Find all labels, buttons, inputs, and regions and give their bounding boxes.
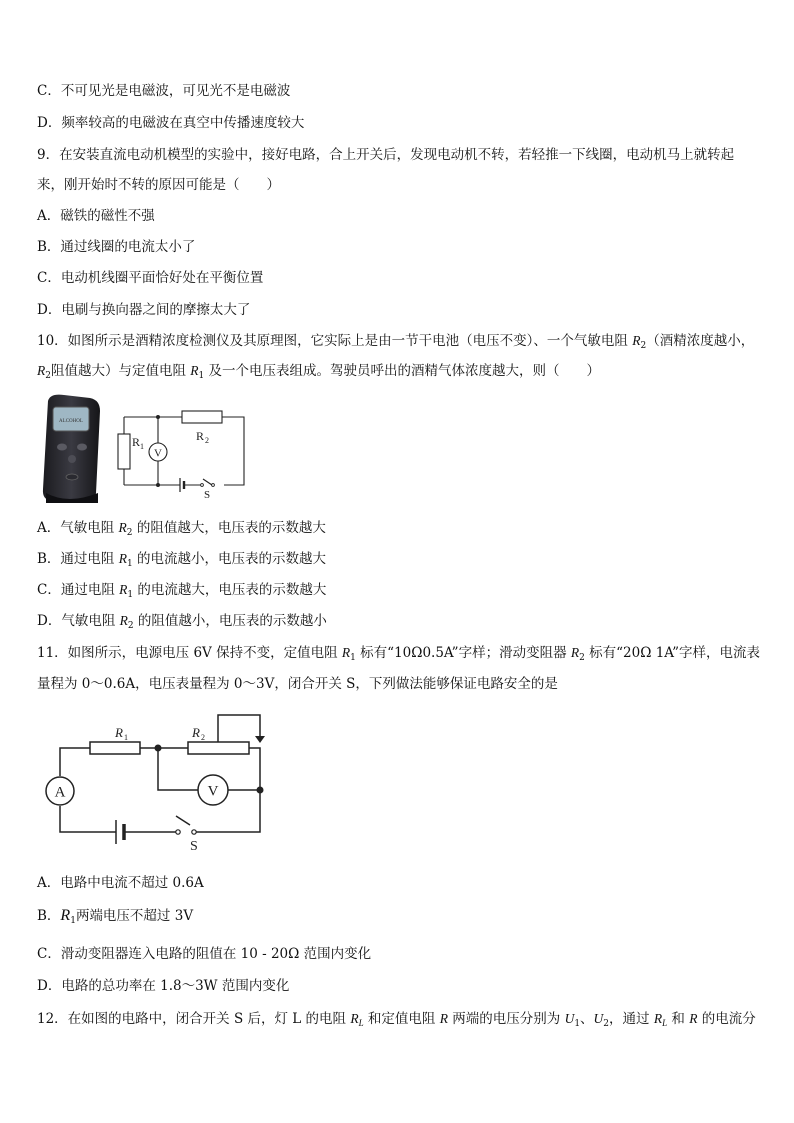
q10-switch — [201, 484, 204, 487]
q10-option-c: C．通过电阻 $R_1$ 的电流越大，电压表的示数越大 — [37, 582, 327, 600]
q10-option-d: D．气敏电阻 $R_2$ 的阻值越小，电压表的示数越小 — [37, 613, 327, 631]
q8-option-c: C．不可见光是电磁波，可见光不是电磁波 — [37, 83, 291, 99]
q11-stem-line1: 11．如图所示，电源电压 6V 保持不变，定值电阻 $R_1$ 标有“10Ω0.5A”字样；滑动变阻器 $R_2$ 标有“20Ω 1A”字样，电流表 — [37, 645, 760, 663]
q10-circuit-diagram — [112, 405, 252, 503]
q9-option-c: C．电动机线圈平面恰好处在平衡位置 — [37, 270, 264, 286]
q10-resistor-r1 — [118, 434, 130, 469]
svg-text:S: S — [190, 839, 198, 854]
q11-option-b: B．$R_1$两端电压不超过 3V — [37, 907, 194, 926]
q11-circuit-diagram — [38, 710, 270, 860]
q9-option-a: A．磁铁的磁性不强 — [37, 208, 155, 224]
svg-text:2: 2 — [201, 733, 205, 742]
q11-option-a: A．电路中电流不超过 0.6A — [37, 875, 204, 891]
q10-stem-line1: 10．如图所示是酒精浓度检测仪及其原理图，它实际上是由一节干电池（电压不变）、一个气敏电阻 $R_2$（酒精浓度越小， — [37, 333, 755, 351]
q12-stem-line1: 12．在如图的电路中，闭合开关 S 后，灯 L 的电阻 $R_L$ 和定值电阻 R 两端的电压分别为 $U_1$、$U_2$，通过 $R_L$ 和 R 的电流分 — [37, 1011, 756, 1029]
q11-switch — [176, 830, 180, 834]
q10-option-b: B．通过电阻 $R_1$ 的电流越小，电压表的示数越大 — [37, 551, 326, 569]
q11-resistor-r1 — [90, 742, 140, 754]
svg-text:V: V — [207, 783, 219, 800]
q11-stem-line2: 量程为 0～0.6A，电压表量程为 0～3V，闭合开关 S，下列做法能够保证电路安全的是 — [37, 676, 558, 692]
svg-text:1: 1 — [124, 733, 128, 742]
q10-option-a: A．气敏电阻 $R_2$ 的阻值越大，电压表的示数越大 — [37, 520, 326, 538]
q11-option-c: C．滑动变阻器连入电路的阻值在 10 - 20Ω 范围内变化 — [37, 946, 372, 962]
svg-text:2: 2 — [205, 436, 209, 445]
device-screen-text: ALCOHOL — [59, 419, 83, 424]
q10-resistor-r2 — [182, 411, 222, 423]
svg-text:R: R — [196, 429, 205, 443]
svg-text:V: V — [154, 447, 162, 460]
q11-rheostat-r2 — [188, 742, 249, 754]
q11-option-d: D．电路的总功率在 1.8～3W 范围内变化 — [37, 978, 290, 994]
q10-stem-line2: $R_2$阻值越大）与定值电阻 $R_1$ 及一个电压表组成。驾驶员呼出的酒精气体浓度越大，则（ ） — [37, 363, 601, 381]
alcohol-tester-device-image — [38, 393, 104, 505]
svg-text:A: A — [54, 784, 66, 801]
q8-option-d: D．频率较高的电磁波在真空中传播速度较大 — [37, 115, 305, 131]
svg-text:R: R — [192, 725, 200, 740]
q9-stem-line1: 9．在安装直流电动机模型的实验中，接好电路，合上开关后，发现电动机不转，若轻推一下线圈，电动机马上就转起 — [37, 147, 735, 163]
q9-option-b: B．通过线圈的电流太小了 — [37, 239, 196, 255]
q9-stem-line2: 来，刚开始时不转的原因可能是（ ） — [37, 177, 280, 193]
svg-text:1: 1 — [140, 442, 144, 451]
svg-text:S: S — [204, 489, 211, 501]
q9-option-d: D．电刷与换向器之间的摩擦太大了 — [37, 302, 251, 318]
svg-text:R: R — [115, 725, 123, 740]
svg-text:R: R — [132, 435, 141, 449]
